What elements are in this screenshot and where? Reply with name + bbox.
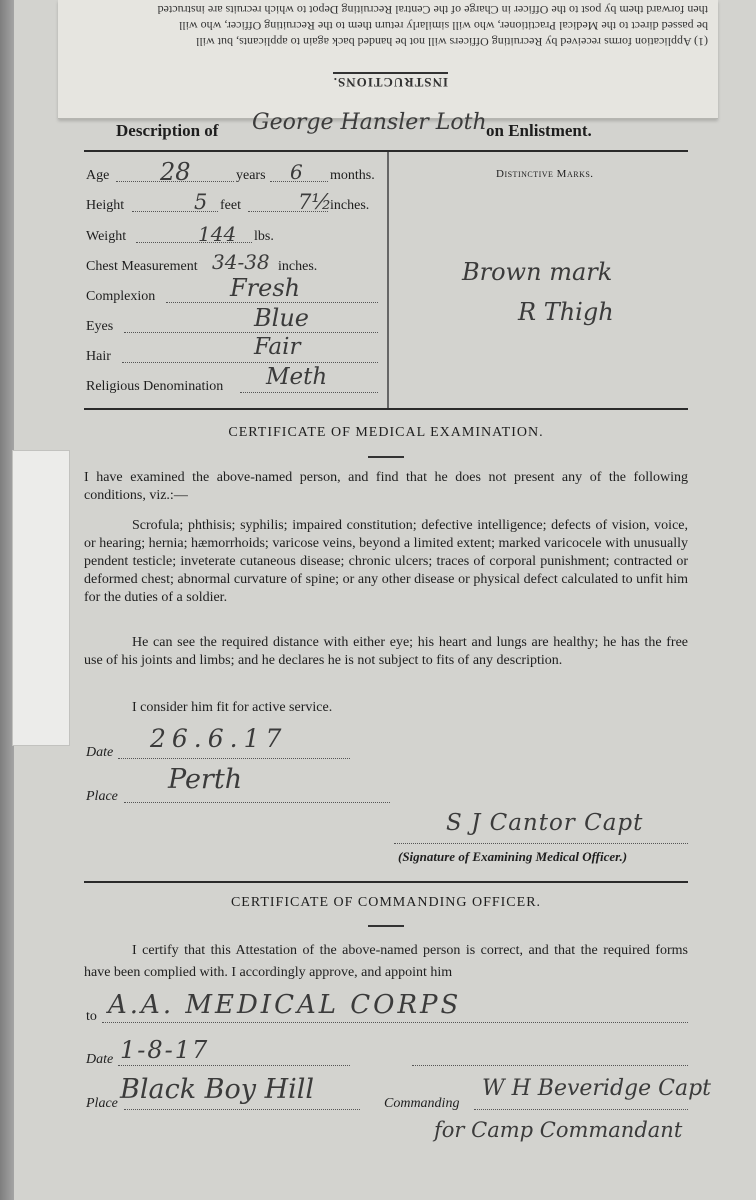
medical-date-dots (118, 758, 350, 759)
distinctive-marks-heading: Distinctive Marks. (496, 168, 594, 180)
medical-fit-statement: I consider him fit for active service. (132, 700, 333, 715)
distinctive-mark-line-2: R Thigh (518, 298, 614, 326)
weight-value: 144 (198, 222, 237, 246)
medical-certificate-heading: CERTIFICATE OF MEDICAL EXAMINATION. (228, 425, 544, 440)
medical-date-value: 26.6.17 (150, 724, 288, 753)
age-label: Age (86, 168, 110, 183)
commanding-date-dots (118, 1065, 350, 1066)
instructions-line-3: then forward them by post to the Officer in Charge of the Central Recruiting Depot to which recruits are instructed (157, 3, 708, 17)
years-label: years (236, 168, 266, 183)
commanding-place-value: Black Boy Hill (120, 1074, 315, 1105)
appoint-to-label: to (86, 1009, 97, 1024)
religion-dots (240, 392, 378, 393)
chest-label: Chest Measurement (86, 259, 198, 274)
chest-inches-label: inches. (278, 259, 318, 274)
description-top-rule (84, 150, 688, 152)
recruit-name: George Hansler Loth (252, 110, 487, 135)
height-inches-value: 7½ (298, 190, 332, 214)
commanding-date-label: Date (86, 1052, 114, 1067)
complexion-label: Complexion (86, 289, 156, 304)
commanding-place-label: Place (86, 1096, 118, 1111)
instructions-heading: INSTRUCTIONS. (333, 72, 448, 90)
medical-bottom-rule (84, 881, 688, 883)
religion-value: Meth (266, 364, 328, 390)
instructions-slip (58, 0, 718, 119)
appoint-to-value: A.A. MEDICAL CORPS (108, 990, 462, 1020)
instructions-line-2: be passed direct to the Medical Practitioner, who will similarly return them to the Recruiting Officer, who will (178, 19, 708, 33)
medical-signature-dots (394, 843, 688, 844)
distinctive-mark-line-1: Brown mark (462, 258, 613, 286)
medical-fitness-paragraph: He can see the required distance with either eye; his heart and lungs are healthy; he has the free use of his joints and limbs; and he declares he is not subject to fits of any description. (84, 635, 688, 668)
appoint-to-dots (102, 1022, 688, 1023)
inches-label: inches. (330, 198, 370, 213)
commanding-signature-dots (474, 1109, 688, 1110)
hair-value: Fair (254, 334, 301, 360)
commanding-certificate-heading: CERTIFICATE OF COMMANDING OFFICER. (230, 895, 542, 910)
side-paper-strip (12, 450, 70, 746)
commanding-date-value: 1-8-17 (120, 1036, 210, 1064)
commanding-label: Commanding (384, 1096, 460, 1111)
medical-place-value: Perth (168, 764, 243, 795)
eyes-label: Eyes (86, 319, 114, 334)
height-label: Height (86, 198, 125, 213)
months-label: months. (330, 168, 375, 183)
medical-conditions-paragraph: Scrofula; phthisis; syphilis; impaired constitution; defective intelligence; defects of vision, voice, or hearing; hernia; hæmorrhoids; varicose veins, beyond a limited extent; marked varicocele with unusually pendent testicle; inveterate cutaneous disease; chronic ulcers; traces of corporal punishment; contracted or deformed chest; abnormal curvature of spine; or any other disease or physical defect calculated to unfit him for the duties of a soldier. (84, 518, 688, 605)
age-months-value: 6 (290, 160, 303, 184)
age-years-value: 28 (160, 158, 191, 186)
lbs-label: lbs. (254, 229, 274, 244)
description-title-suffix: on Enlistment. (486, 121, 592, 140)
commanding-blank-dots (412, 1065, 688, 1066)
hair-label: Hair (86, 349, 111, 364)
medical-place-dots (124, 802, 390, 803)
eyes-value: Blue (254, 304, 309, 332)
medical-place-label: Place (86, 789, 118, 804)
eyes-dots (124, 332, 378, 333)
commanding-officer-signature: W H Beveridge Capt (482, 1076, 712, 1101)
hair-dots (122, 362, 378, 363)
instructions-line-1: (1) Application forms received by Recruiting Officers will not be handed back again to applicants, but will (196, 35, 708, 49)
weight-label: Weight (86, 229, 127, 244)
description-title-prefix: Description of (116, 121, 219, 140)
medical-signature-caption: (Signature of Examining Medical Officer.) (398, 849, 628, 864)
medical-date-label: Date (86, 745, 114, 760)
medical-intro-paragraph: I have examined the above-named person, and find that he does not present any of the following conditions, viz.:— (84, 470, 688, 503)
height-feet-value: 5 (194, 190, 208, 214)
description-bottom-rule (84, 408, 688, 410)
description-column-divider (387, 152, 389, 408)
complexion-value: Fresh (230, 274, 301, 302)
commanding-heading-underline (368, 925, 404, 927)
complexion-dots (166, 302, 378, 303)
commanding-certify-paragraph: I certify that this Attestation of the above-named person is correct, and that the required forms have been complied with. I accordingly approve, and appoint him (84, 943, 688, 980)
religion-label: Religious Denomination (86, 379, 224, 394)
feet-label: feet (220, 198, 241, 213)
commanding-signature-sub: for Camp Commandant (434, 1118, 683, 1142)
medical-officer-signature: S J Cantor Capt (446, 810, 644, 836)
chest-value: 34-38 (212, 250, 270, 274)
commanding-place-dots (124, 1109, 360, 1110)
medical-heading-underline (368, 456, 404, 458)
